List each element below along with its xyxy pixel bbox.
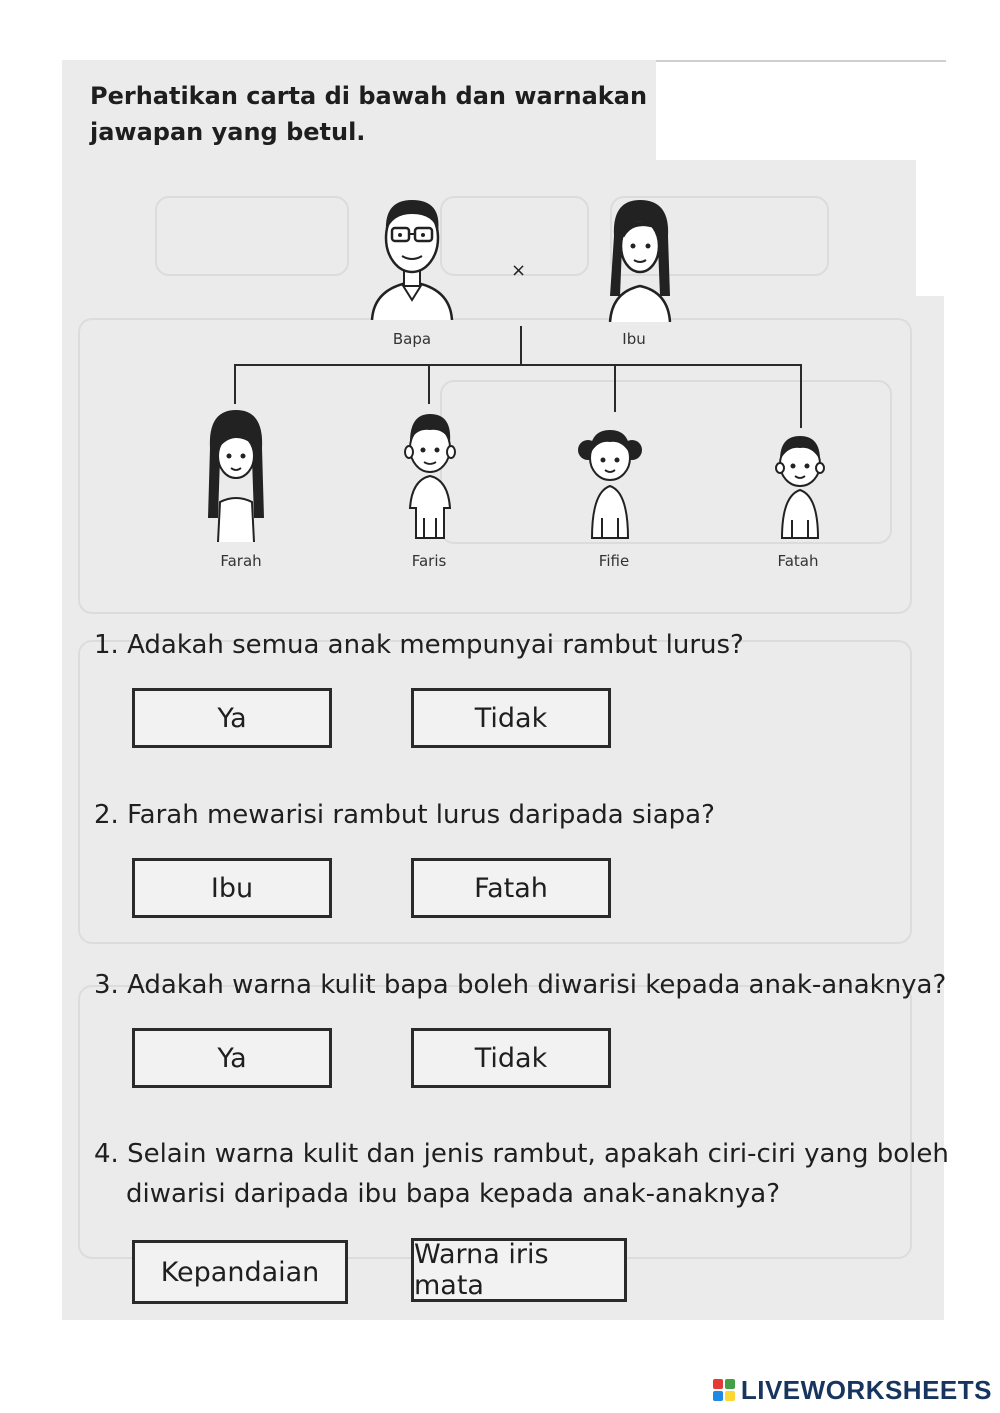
question-2: [94, 798, 715, 832]
mask-edge: [656, 60, 946, 62]
logo-square: [725, 1391, 735, 1401]
q3-answer-tidak[interactable]: Tidak: [411, 1028, 611, 1088]
logo-square: [713, 1379, 723, 1389]
question-1: [94, 628, 744, 662]
logo-square: [725, 1379, 735, 1389]
tree-branch-line: [614, 364, 616, 412]
parent-name-ibu: Ibu: [622, 330, 646, 348]
question-4-text-line-2: diwarisi daripada ibu bapa kepada anak-anaknya?: [126, 1179, 781, 1209]
logo-square: [713, 1391, 723, 1401]
mother-illustration: [598, 196, 682, 322]
child-name-fatah: Fatah: [777, 552, 819, 570]
question-3-text: Adakah warna kulit bapa boleh diwarisi kepada anak-anaknya?: [127, 970, 947, 1000]
q4-answer-warna-iris-mata[interactable]: Warna iris mata: [411, 1238, 627, 1302]
child-name-faris: Faris: [411, 552, 447, 570]
parent-name-bapa: Bapa: [392, 330, 432, 348]
q4-answer-kepandaian[interactable]: Kepandaian: [132, 1240, 348, 1304]
bleed-through-box: [155, 196, 349, 276]
question-4-number: 4.: [94, 1139, 119, 1169]
liveworksheets-footer: [713, 1373, 992, 1407]
tree-branch-line: [800, 364, 802, 428]
child-faris-illustration: [398, 408, 462, 542]
liveworksheets-brand: LIVEWORKSHEETS: [740, 1374, 992, 1405]
question-4-text-line-1: Selain warna kulit dan jenis rambut, apakah ciri-ciri yang boleh: [127, 1139, 949, 1169]
question-3-number: 3.: [94, 970, 119, 1000]
marriage-symbol: ×: [511, 260, 527, 281]
child-name-fifie: Fifie: [598, 552, 630, 570]
question-4: [94, 1134, 949, 1214]
white-mask: [656, 60, 946, 160]
bleed-through-panel: [78, 985, 912, 1259]
tree-branch-line: [428, 364, 430, 404]
instruction-text: [90, 78, 647, 150]
tree-trunk-line: [520, 326, 522, 366]
q1-answer-ya[interactable]: Ya: [132, 688, 332, 748]
q2-answer-fatah[interactable]: Fatah: [411, 858, 611, 918]
white-mask: [916, 60, 946, 296]
q1-answer-tidak[interactable]: Tidak: [411, 688, 611, 748]
q2-answer-ibu[interactable]: Ibu: [132, 858, 332, 918]
q3-answer-ya[interactable]: Ya: [132, 1028, 332, 1088]
question-3: [94, 968, 946, 1002]
child-name-farah: Farah: [220, 552, 262, 570]
question-2-number: 2.: [94, 800, 119, 830]
tree-horizontal-line: [234, 364, 802, 366]
instruction-line-1: Perhatikan carta di bawah dan warnakan: [90, 82, 648, 110]
question-1-text: Adakah semua anak mempunyai rambut lurus?: [127, 630, 744, 660]
child-fifie-illustration: [578, 414, 642, 542]
instruction-line-2: jawapan yang betul.: [90, 118, 366, 146]
tree-branch-line: [234, 364, 236, 404]
question-2-text: Farah mewarisi rambut lurus daripada siapa?: [127, 800, 715, 830]
question-1-number: 1.: [94, 630, 119, 660]
child-farah-illustration: [204, 408, 268, 542]
child-fatah-illustration: [768, 430, 832, 540]
father-illustration: [362, 188, 462, 320]
liveworksheets-logo-icon: [713, 1379, 735, 1401]
